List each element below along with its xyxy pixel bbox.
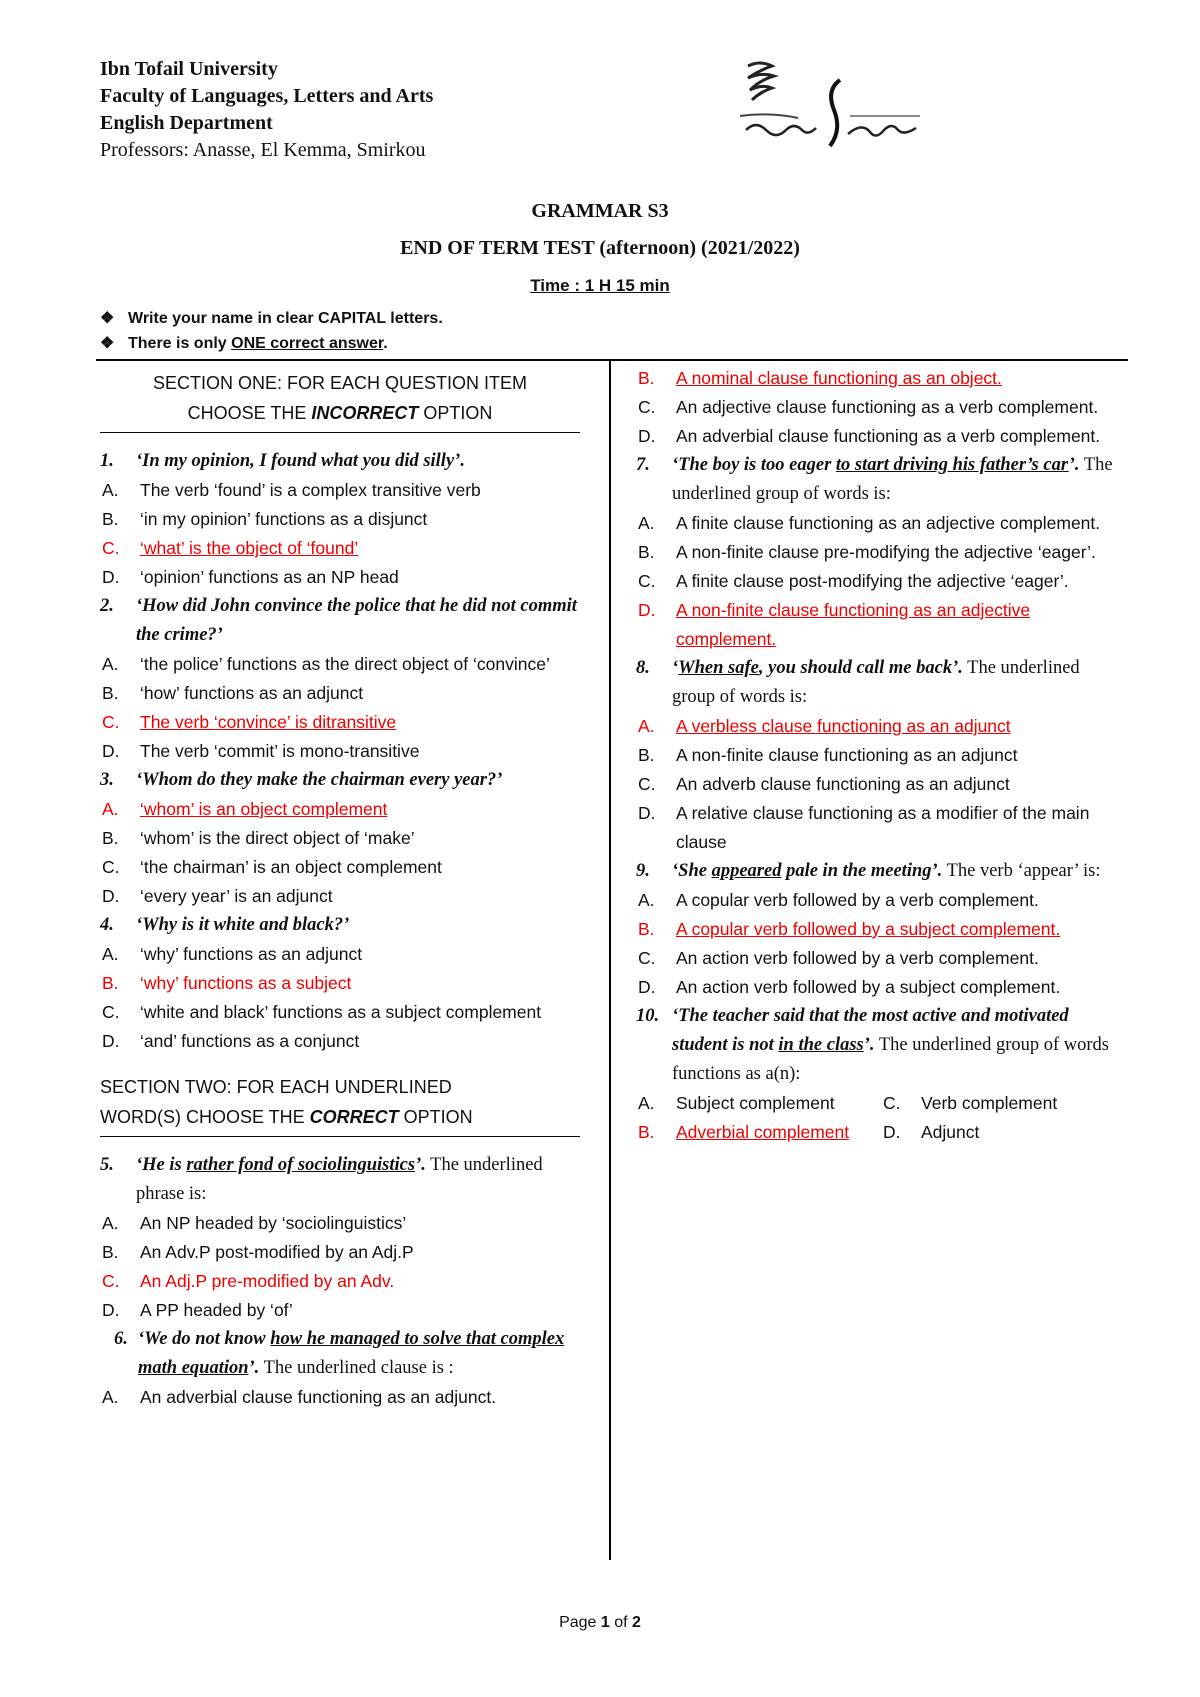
option-3a-answer[interactable]: A. ‘whom’ is an object complement	[102, 799, 388, 819]
section-two-heading: SECTION TWO: FOR EACH UNDERLINED WORD(S) CHOOSE THE CORRECT OPTION	[100, 1072, 580, 1137]
option-10c[interactable]: C. Verb complement	[883, 1093, 1058, 1113]
instruction-item: ❖ Write your name in clear CAPITAL letters.	[100, 310, 443, 327]
page-footer: Page 1 of 2	[559, 1614, 641, 1631]
professors-line: Professors: Anasse, El Kemma, Smirkou	[100, 139, 426, 161]
option-4b-answer[interactable]: B. ‘why’ functions as a subject	[102, 973, 352, 993]
options-10-row-2	[636, 1118, 1126, 1147]
option-8b[interactable]: B. A non-finite clause functioning as an adjunct	[638, 745, 1018, 765]
option-1b[interactable]: B. ‘in my opinion’ functions as a disjunct	[102, 509, 428, 529]
option-7b[interactable]: B. A non-finite clause pre-modifying the adjective ‘eager’.	[638, 542, 1096, 562]
option-6b-answer[interactable]: B. A nominal clause functioning as an object.	[638, 368, 1002, 388]
question-8: 8. ‘When safe, you should call me back’. The underlined group of words is:	[636, 658, 1080, 707]
question-4: 4. ‘Why is it white and black?’	[100, 915, 350, 935]
option-8c[interactable]: C. An adverb clause functioning as an adjunct	[638, 774, 1010, 794]
question-1: 1. ‘In my opinion, I found what you did silly’.	[100, 451, 465, 471]
option-8d[interactable]: D. A relative clause functioning as a modifier of the main clause	[638, 803, 1090, 852]
option-9b-answer[interactable]: B. A copular verb followed by a subject complement.	[638, 919, 1061, 939]
option-9a[interactable]: A. A copular verb followed by a verb complement.	[638, 890, 1039, 910]
faculty-name: Faculty of Languages, Letters and Arts	[100, 85, 434, 107]
question-2: 2. ‘How did John convince the police that he did not commit the crime?’	[100, 596, 577, 645]
question-10: 10. ‘The teacher said that the most active and motivated student is not in the class’. The underlined group of words functions as a(n):	[636, 1006, 1110, 1084]
test-title: END OF TERM TEST (afternoon) (2021/2022)	[400, 237, 800, 259]
time-limit: Time : 1 H 15 min	[530, 276, 670, 295]
option-6d[interactable]: D. An adverbial clause functioning as a verb complement.	[638, 426, 1101, 446]
option-10d[interactable]: D. Adjunct	[883, 1122, 980, 1142]
option-3b[interactable]: B. ‘whom’ is the direct object of ‘make’	[102, 828, 415, 848]
institution-header	[100, 56, 433, 164]
option-6a[interactable]: A. An adverbial clause functioning as an adjunct.	[102, 1387, 497, 1407]
option-3d[interactable]: D. ‘every year’ is an adjunct	[102, 886, 333, 906]
option-7a[interactable]: A. A finite clause functioning as an adjective complement.	[638, 513, 1101, 533]
question-7: 7. ‘The boy is too eager to start driving his father’s car’. The underlined group of words is:	[636, 455, 1113, 504]
question-3: 3. ‘Whom do they make the chairman every year?’	[100, 770, 503, 790]
question-6: 6. ‘We do not know how he managed to solve that complex math equation’. The underlined clause is :	[114, 1329, 565, 1378]
university-logo	[740, 60, 930, 160]
option-2d[interactable]: D. The verb ‘commit’ is mono-transitive	[102, 741, 420, 761]
course-title: GRAMMAR S3	[531, 200, 669, 222]
option-7d-answer[interactable]: D. A non-finite clause functioning as an adjective complement.	[638, 600, 1031, 649]
option-4c[interactable]: C. ‘white and black’ functions as a subject complement	[102, 1002, 542, 1022]
option-10a[interactable]: A. Subject complement	[638, 1093, 835, 1113]
left-column	[100, 368, 580, 1412]
option-4d[interactable]: D. ‘and’ functions as a conjunct	[102, 1031, 360, 1051]
option-6c[interactable]: C. An adjective clause functioning as a verb complement.	[638, 397, 1099, 417]
department-name: English Department	[100, 112, 273, 134]
option-3c[interactable]: C. ‘the chairman’ is an object complement	[102, 857, 442, 877]
option-4a[interactable]: A. ‘why’ functions as an adjunct	[102, 944, 363, 964]
option-5d[interactable]: D. A PP headed by ‘of’	[102, 1300, 293, 1320]
university-name: Ibn Tofail University	[100, 58, 278, 80]
option-2c-answer[interactable]: C. The verb ‘convince’ is ditransitive	[102, 712, 397, 732]
option-5c-answer[interactable]: C. An Adj.P pre-modified by an Adv.	[102, 1271, 395, 1291]
question-9: 9. ‘She appeared pale in the meeting’. The verb ‘appear’ is:	[636, 861, 1101, 881]
option-5b[interactable]: B. An Adv.P post-modified by an Adj.P	[102, 1242, 414, 1262]
option-1d[interactable]: D. ‘opinion’ functions as an NP head	[102, 567, 399, 587]
option-2b[interactable]: B. ‘how’ functions as an adjunct	[102, 683, 364, 703]
instruction-item: ❖ There is only ONE correct answer.	[100, 335, 388, 352]
option-9c[interactable]: C. An action verb followed by a verb complement.	[638, 948, 1039, 968]
option-9d[interactable]: D. An action verb followed by a subject complement.	[638, 977, 1061, 997]
diamond-bullet-icon: ❖	[100, 310, 115, 327]
question-5: 5. ‘He is rather fond of sociolinguistics’. The underlined phrase is:	[100, 1155, 543, 1204]
option-1c-answer[interactable]: C. ‘what’ is the object of ‘found’	[102, 538, 359, 558]
right-column	[636, 364, 1126, 1147]
section-one-heading: SECTION ONE: FOR EACH QUESTION ITEM CHOOSE THE INCORRECT OPTION	[100, 368, 580, 433]
header-divider	[96, 359, 1128, 361]
diamond-bullet-icon: ❖	[100, 335, 115, 352]
option-2a[interactable]: A. ‘the police’ functions as the direct object of ‘convince’	[102, 654, 550, 674]
option-5a[interactable]: A. An NP headed by ‘sociolinguistics’	[102, 1213, 407, 1233]
option-7c[interactable]: C. A finite clause post-modifying the adjective ‘eager’.	[638, 571, 1069, 591]
option-8a-answer[interactable]: A. A verbless clause functioning as an adjunct	[638, 716, 1011, 736]
option-1a[interactable]: A. The verb ‘found’ is a complex transitive verb	[102, 480, 481, 500]
column-divider	[609, 360, 611, 1560]
option-10b-answer[interactable]: B. Adverbial complement	[638, 1122, 850, 1142]
options-10-row-1	[636, 1089, 1126, 1118]
